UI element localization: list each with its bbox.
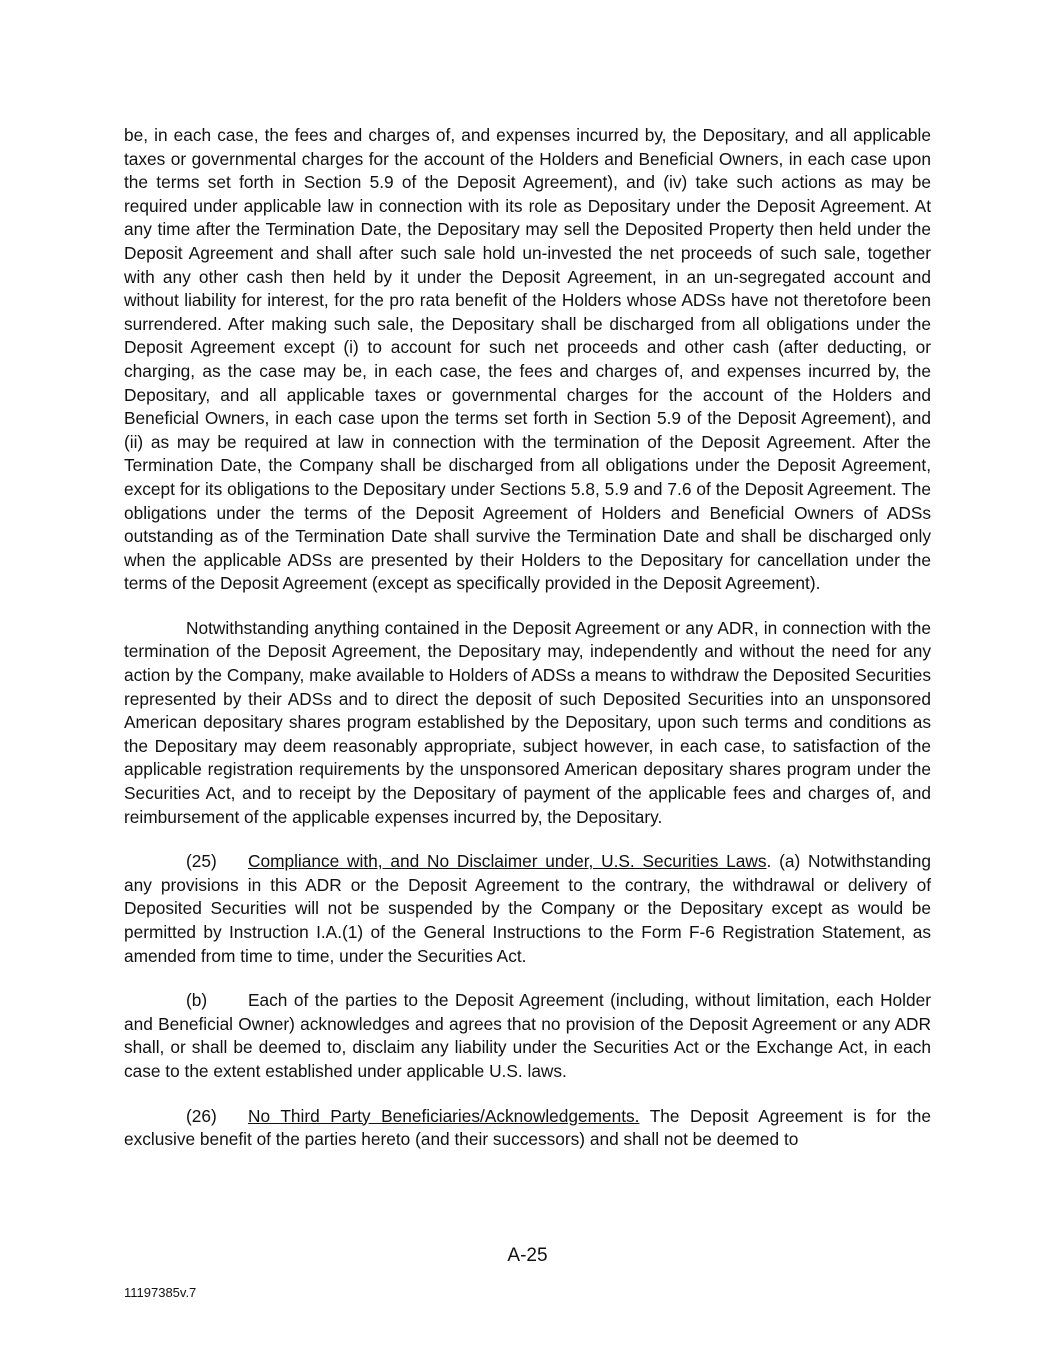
section-25 — [124, 850, 931, 968]
paragraph-termination-continued: be, in each case, the fees and charges of, and expenses incurred by, the Depositary, and all applicable taxes or governmental charges for the account of the Holders and Beneficial Owners, in each case upon the terms set forth in Section 5.9 of the Deposit Agreement), and (iv) take such actions as may be required under applicable law in connection with its role as Depositary under the Deposit Agreement. At any time after the Termination Date, the Depositary may sell the Deposited Property then held under the Deposit Agreement and shall after such sale hold un-invested the net proceeds of such sale, together with any other cash then held by it under the Deposit Agreement, in an un-segregated account and without liability for interest, for the pro rata benefit of the Holders whose ADSs have not theretofore been surrendered. After making such sale, the Depositary shall be discharged from all obligations under the Deposit Agreement except (i) to account for such net proceeds and other cash (after deducting, or charging, as the case may be, in each case, the fees and charges of, and expenses incurred by, the Depositary, and all applicable taxes or governmental charges for the account of the Holders and Beneficial Owners, in each case upon the terms set forth in Section 5.9 of the Deposit Agreement), and (ii) as may be required at law in connection with the termination of the Deposit Agreement. After the Termination Date, the Company shall be discharged from all obligations under the Deposit Agreement, except for its obligations to the Depositary under Sections 5.8, 5.9 and 7.6 of the Deposit Agreement. The obligations under the terms of the Deposit Agreement of Holders and Beneficial Owners of ADSs outstanding as of the Termination Date shall survive the Termination Date and shall be discharged only when the applicable ADSs are presented by their Holders to the Depositary for cancellation under the terms of the Deposit Agreement (except as specifically provided in the Deposit Agreement). — [124, 125, 931, 594]
section-25-b — [124, 989, 931, 1083]
section-26-number: (26) — [186, 1105, 217, 1126]
page-number: A-25 — [507, 1245, 548, 1266]
section-26 — [124, 1105, 931, 1152]
section-26-heading: No Third Party Beneficiaries/Acknowledgements. — [248, 1105, 640, 1126]
section-25-b-label: (b) — [186, 990, 208, 1011]
document-id: 11197385v.7 — [124, 1285, 197, 1300]
document-body — [124, 124, 931, 1152]
section-25-body: . (a) Notwithstanding any provisions in this ADR or the Deposit Agreement to the contrary, the withdrawal or delivery of Deposited Securities will not be suspended by the Company or the Depositary except as would be permitted by Instruction I.A.(1) of the General Instructions to the Form F-6 Registration Statement, as amended from time to time, under the Securities Act. — [124, 851, 931, 966]
section-25-number: (25) — [186, 851, 217, 872]
section-25-b-body: Each of the parties to the Deposit Agreement (including, without limitation, each Holder and Beneficial Owner) acknowledges and agrees that no provision of the Deposit Agreement or any ADR shall, or shall be deemed to, disclaim any liability under the Securities Act or the Exchange Act, in each case to the extent established under applicable U.S. laws. — [124, 990, 931, 1081]
section-25-heading: Compliance with, and No Disclaimer under, U.S. Securities Laws — [248, 851, 767, 872]
paragraph-unsponsored-program: Notwithstanding anything contained in the Deposit Agreement or any ADR, in connection with the termination of the Deposit Agreement, the Depositary may, independently and without the need for any action by the Company, make available to Holders of ADSs a means to withdraw the Deposited Securities represented by their ADSs and to direct the deposit of such Deposited Securities into an unsponsored American depositary shares program established by the Depositary, upon such terms and conditions as the Depositary may deem reasonably appropriate, subject however, in each case, to satisfaction of the applicable registration requirements by the unsponsored American depositary shares program under the Securities Act, and to receipt by the Depositary of payment of the applicable fees and charges of, and reimbursement of the applicable expenses incurred by, the Depositary. — [124, 617, 931, 827]
section-26-body: The Deposit Agreement is for the exclusive benefit of the parties hereto (and their successors) and shall not be deemed to — [124, 1105, 931, 1150]
